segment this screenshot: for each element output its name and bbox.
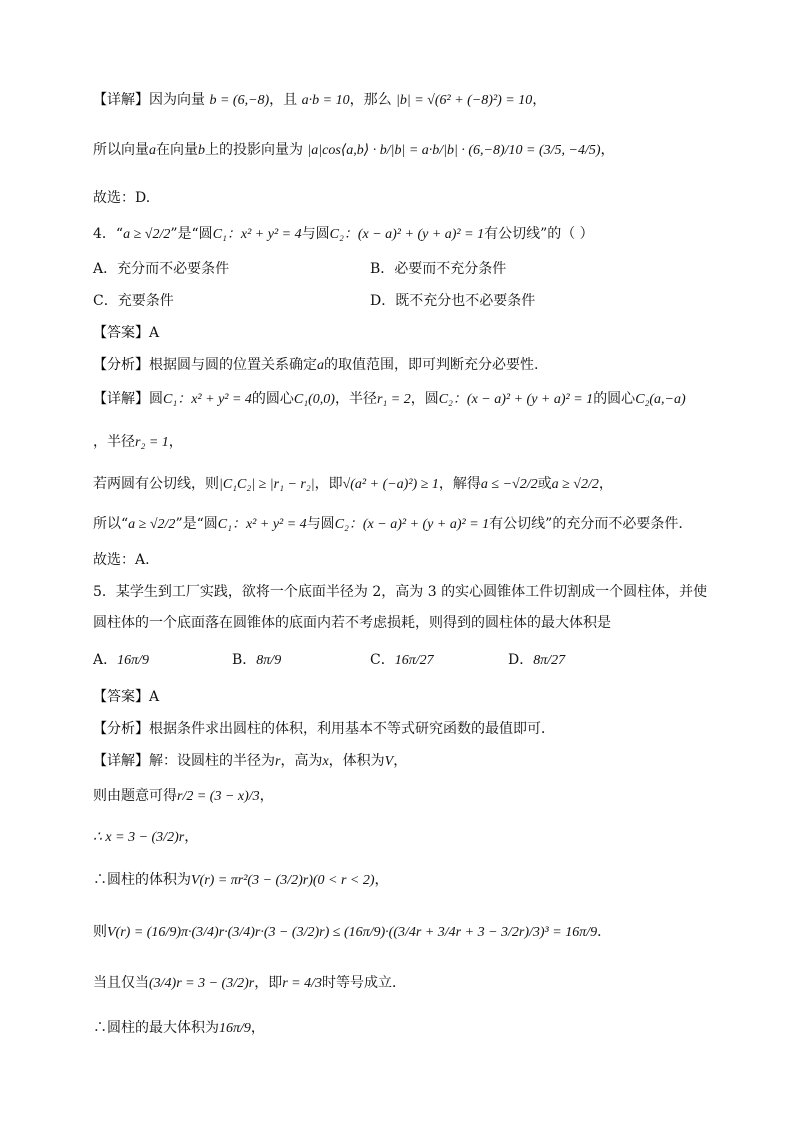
math-norm-b: |b| = √(6² + (−8)²) = 10 — [396, 93, 533, 108]
question-number: 4． — [93, 226, 116, 242]
q5-option-c: C．16π/27 — [370, 652, 434, 668]
math-condition: a ≥ √2/2 — [123, 227, 171, 242]
q4-conclusion: 所以“a ≥ √2/2”是“圆C₁：x² + y² = 4与圆C₂：(x − a)² + (y + a)² = 1有公切线”的充分而不必要条件. — [93, 516, 683, 532]
q5-stem-line1: 5．某学生到工厂实践，欲将一个底面半径为 2，高为 3 的实心圆锥体工件切割成一个圆柱体，并使 — [93, 584, 708, 600]
math-vector-b: b = (6,−8) — [209, 93, 270, 108]
q4-detail-line: 【详解】圆C₁：x² + y² = 4的圆心C₁(0,0)，半径r₁ = 2，圆C₂：(x − a)² + (y + a)² = 1的圆心C₂(a,−a) — [93, 391, 686, 407]
q4-answer: 【答案】A — [93, 325, 160, 341]
q5-ratio-line: 则由题意可得r/2 = (3 − x)/3， — [93, 788, 274, 804]
q5-detail-line: 【详解】解：设圆柱的半径为r，高为x，体积为V， — [93, 753, 408, 769]
q4-tangent-line: 若两圆有公切线，则|C₁C₂| ≥ |r₁ − r₂|，即√(a² + (−a)²) ≥ 1，解得a ≤ −√2/2或a ≥ √2/2， — [93, 476, 613, 492]
analysis-tag: 【分析】 — [93, 357, 149, 373]
math-projection: |a|cos⟨a,b⟩ · b/|b| = a·b/|b| · (6,−8)/10 = (3/5, −4/5) — [307, 143, 601, 158]
answer-tag: 【答案】 — [93, 325, 149, 341]
detail-tag: 【详解】 — [93, 391, 149, 407]
answer-tag: 【答案】 — [93, 689, 149, 705]
q5-stem-line2: 圆柱体的一个底面落在圆锥体的底面内若不考虑损耗，则得到的圆柱体的最大体积是 — [93, 615, 611, 631]
q5-analysis: 【分析】根据条件求出圆柱的体积，利用基本不等式研究函数的最值即可． — [93, 721, 555, 737]
q5-x-line: ∴ x = 3 − (3/2)r， — [93, 829, 199, 845]
q5-option-d: D．8π/27 — [508, 652, 566, 668]
q4-option-a: A．充分而不必要条件 — [93, 261, 230, 277]
q4-option-d: D．既不充分也不必要条件 — [370, 293, 536, 309]
q4-choose: 故选：A. — [93, 552, 150, 568]
q4-stem: 4．“a ≥ √2/2”是“圆C₁：x² + y² = 4与圆C₂：(x − a)² + (y + a)² = 1有公切线”的（ ） — [93, 226, 594, 242]
math-dot-product: a·b = 10 — [301, 93, 350, 108]
detail-tag: 【详解】 — [93, 92, 149, 108]
detail-tag: 【详解】 — [93, 753, 149, 769]
q5-inequality-line: 则V(r) = (16/9)π·(3/4)r·(3/4)r·(3 − (3/2)r) ≤ (16π/9)·((3/4r + 3/4r + 3 − 3/2r)/3)³ = 16π/9． — [93, 924, 612, 940]
question-number: 5． — [93, 584, 116, 600]
q5-volume-line: ∴圆柱的体积为V(r) = πr²(3 − (3/2)r)(0 < r < 2)， — [93, 872, 389, 888]
math-circle-c2: C₂：(x − a)² + (y + a)² = 1 — [329, 227, 485, 242]
q4-option-c: C．充要条件 — [93, 293, 174, 309]
analysis-tag: 【分析】 — [93, 721, 149, 737]
q5-equality-line: 当且仅当(3/4)r = 3 − (3/2)r，即r = 4/3时等号成立． — [93, 975, 407, 991]
q3-choose: 故选：D. — [93, 190, 151, 206]
q5-option-b: B．8π/9 — [232, 652, 282, 668]
q4-option-b: B．必要而不充分条件 — [370, 261, 507, 277]
q4-analysis: 【分析】根据圆与圆的位置关系确定a的取值范围，即可判断充分必要性. — [93, 357, 539, 373]
q5-answer: 【答案】A — [93, 689, 160, 705]
q3-detail-line: 【详解】因为向量 b = (6,−8)，且 a·b = 10，那么 |b| = √(6² + (−8)²) = 10， — [93, 92, 547, 108]
q5-max-line: ∴圆柱的最大体积为16π/9， — [93, 1020, 265, 1036]
q3-projection-line: 所以向量a在向量b上的投影向量为 |a|cos⟨a,b⟩ · b/|b| = a·b/|b| · (6,−8)/10 = (3/5, −4/5)， — [93, 142, 615, 158]
math-circle-c1: C₁：x² + y² = 4 — [212, 227, 302, 242]
q5-option-a: A．16π/9 — [93, 652, 150, 668]
q4-detail-radius: ，半径r₂ = 1， — [93, 434, 183, 450]
